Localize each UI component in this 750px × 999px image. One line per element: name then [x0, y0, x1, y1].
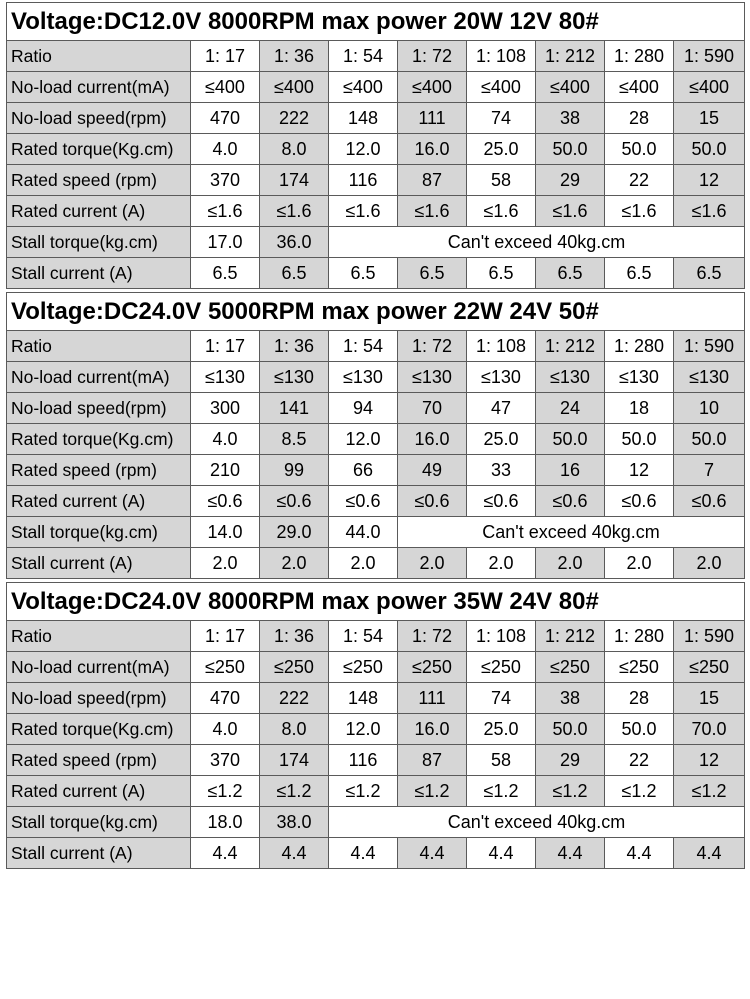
value-cell: 2.0 [260, 548, 329, 579]
value-cell: ≤1.2 [260, 776, 329, 807]
value-cell: 116 [329, 165, 398, 196]
voltage-header: Voltage:DC24.0V 8000RPM max power 35W 24V 80# [7, 583, 745, 621]
value-cell: 2.0 [674, 548, 745, 579]
value-cell: 4.4 [605, 838, 674, 869]
value-cell: 66 [329, 455, 398, 486]
value-cell: 8.0 [260, 714, 329, 745]
stall-torque-note: Can't exceed 40kg.cm [329, 227, 745, 258]
value-cell: 12.0 [329, 134, 398, 165]
value-cell: 1: 108 [467, 621, 536, 652]
spec-table [6, 2, 745, 289]
value-cell: 50.0 [536, 134, 605, 165]
spec-row [7, 362, 745, 393]
value-cell: 28 [605, 683, 674, 714]
value-cell: ≤130 [191, 362, 260, 393]
value-cell: 29 [536, 165, 605, 196]
value-cell: 7 [674, 455, 745, 486]
value-cell: 38 [536, 103, 605, 134]
value-cell: 50.0 [605, 134, 674, 165]
value-cell: 4.0 [191, 134, 260, 165]
value-cell: 6.5 [536, 258, 605, 289]
spec-row [7, 227, 745, 258]
value-cell: 25.0 [467, 134, 536, 165]
row-label: Rated speed (rpm) [7, 745, 191, 776]
value-cell: 1: 108 [467, 331, 536, 362]
value-cell: 1: 72 [398, 41, 467, 72]
value-cell: 16.0 [398, 424, 467, 455]
value-cell: 1: 17 [191, 621, 260, 652]
value-cell: ≤400 [260, 72, 329, 103]
spec-table [6, 292, 745, 579]
value-cell: 25.0 [467, 424, 536, 455]
value-cell: 70 [398, 393, 467, 424]
spec-row [7, 548, 745, 579]
value-cell: 87 [398, 165, 467, 196]
value-cell: 1: 72 [398, 621, 467, 652]
value-cell: 300 [191, 393, 260, 424]
value-cell: 70.0 [674, 714, 745, 745]
value-cell: 1: 36 [260, 41, 329, 72]
row-label: No-load current(mA) [7, 72, 191, 103]
value-cell: 2.0 [398, 548, 467, 579]
value-cell: 1: 36 [260, 621, 329, 652]
value-cell: 174 [260, 165, 329, 196]
value-cell: ≤130 [674, 362, 745, 393]
value-cell: ≤400 [467, 72, 536, 103]
value-cell: ≤250 [191, 652, 260, 683]
value-cell: 4.4 [674, 838, 745, 869]
value-cell: 33 [467, 455, 536, 486]
value-cell: 16.0 [398, 134, 467, 165]
value-cell: 4.0 [191, 424, 260, 455]
value-cell: 16.0 [398, 714, 467, 745]
voltage-header-row [7, 293, 745, 331]
value-cell: 1: 590 [674, 331, 745, 362]
value-cell: ≤400 [605, 72, 674, 103]
row-label: No-load speed(rpm) [7, 683, 191, 714]
value-cell: 1: 280 [605, 621, 674, 652]
value-cell: 29.0 [260, 517, 329, 548]
value-cell: 4.4 [536, 838, 605, 869]
value-cell: 2.0 [467, 548, 536, 579]
value-cell: 6.5 [674, 258, 745, 289]
spec-row [7, 134, 745, 165]
value-cell: 4.4 [260, 838, 329, 869]
value-cell: 6.5 [398, 258, 467, 289]
value-cell: 15 [674, 683, 745, 714]
row-label: Rated current (A) [7, 196, 191, 227]
value-cell: 1: 17 [191, 331, 260, 362]
value-cell: ≤250 [467, 652, 536, 683]
stall-torque-note: Can't exceed 40kg.cm [329, 807, 745, 838]
value-cell: 1: 212 [536, 41, 605, 72]
value-cell: ≤400 [398, 72, 467, 103]
value-cell: 2.0 [605, 548, 674, 579]
row-label: Ratio [7, 621, 191, 652]
value-cell: 44.0 [329, 517, 398, 548]
value-cell: ≤130 [467, 362, 536, 393]
value-cell: 8.5 [260, 424, 329, 455]
value-cell: 370 [191, 165, 260, 196]
value-cell: ≤1.2 [191, 776, 260, 807]
value-cell: 74 [467, 103, 536, 134]
value-cell: 116 [329, 745, 398, 776]
value-cell: ≤250 [605, 652, 674, 683]
value-cell: 28 [605, 103, 674, 134]
value-cell: 6.5 [191, 258, 260, 289]
value-cell: 99 [260, 455, 329, 486]
voltage-header: Voltage:DC24.0V 5000RPM max power 22W 24V 50# [7, 293, 745, 331]
spec-row [7, 258, 745, 289]
value-cell: ≤0.6 [398, 486, 467, 517]
value-cell: 8.0 [260, 134, 329, 165]
value-cell: 87 [398, 745, 467, 776]
row-label: Rated torque(Kg.cm) [7, 714, 191, 745]
spec-row [7, 838, 745, 869]
value-cell: ≤0.6 [329, 486, 398, 517]
spec-table [6, 582, 745, 869]
spec-row [7, 714, 745, 745]
value-cell: 49 [398, 455, 467, 486]
value-cell: 210 [191, 455, 260, 486]
value-cell: ≤250 [536, 652, 605, 683]
spec-row [7, 745, 745, 776]
value-cell: 222 [260, 103, 329, 134]
stall-torque-note: Can't exceed 40kg.cm [398, 517, 745, 548]
value-cell: 50.0 [536, 714, 605, 745]
voltage-header: Voltage:DC12.0V 8000RPM max power 20W 12V 80# [7, 3, 745, 41]
value-cell: ≤1.2 [536, 776, 605, 807]
spec-row [7, 72, 745, 103]
spec-row [7, 621, 745, 652]
value-cell: 74 [467, 683, 536, 714]
value-cell: 1: 54 [329, 41, 398, 72]
row-label: No-load current(mA) [7, 362, 191, 393]
voltage-header-row [7, 3, 745, 41]
row-label: Rated current (A) [7, 776, 191, 807]
value-cell: ≤1.2 [467, 776, 536, 807]
value-cell: ≤1.6 [329, 196, 398, 227]
value-cell: 50.0 [605, 424, 674, 455]
value-cell: 1: 280 [605, 41, 674, 72]
value-cell: ≤400 [191, 72, 260, 103]
value-cell: 12 [674, 165, 745, 196]
value-cell: 148 [329, 103, 398, 134]
value-cell: 1: 212 [536, 331, 605, 362]
value-cell: 111 [398, 103, 467, 134]
spec-row [7, 486, 745, 517]
value-cell: ≤130 [536, 362, 605, 393]
value-cell: 16 [536, 455, 605, 486]
value-cell: ≤1.6 [191, 196, 260, 227]
value-cell: 47 [467, 393, 536, 424]
spec-sheets [6, 2, 744, 869]
value-cell: 29 [536, 745, 605, 776]
spec-row [7, 455, 745, 486]
value-cell: 2.0 [191, 548, 260, 579]
value-cell: 12 [674, 745, 745, 776]
spec-row [7, 517, 745, 548]
value-cell: 1: 590 [674, 621, 745, 652]
spec-row [7, 331, 745, 362]
value-cell: ≤250 [260, 652, 329, 683]
value-cell: 174 [260, 745, 329, 776]
value-cell: 111 [398, 683, 467, 714]
value-cell: ≤1.2 [398, 776, 467, 807]
value-cell: ≤130 [398, 362, 467, 393]
value-cell: 36.0 [260, 227, 329, 258]
value-cell: 4.4 [191, 838, 260, 869]
value-cell: ≤0.6 [605, 486, 674, 517]
value-cell: 2.0 [536, 548, 605, 579]
value-cell: 6.5 [329, 258, 398, 289]
row-label: Stall current (A) [7, 838, 191, 869]
value-cell: 12.0 [329, 714, 398, 745]
value-cell: 470 [191, 683, 260, 714]
value-cell: ≤1.2 [329, 776, 398, 807]
value-cell: 38 [536, 683, 605, 714]
value-cell: ≤0.6 [467, 486, 536, 517]
value-cell: 1: 212 [536, 621, 605, 652]
value-cell: ≤130 [605, 362, 674, 393]
row-label: No-load current(mA) [7, 652, 191, 683]
row-label: Rated speed (rpm) [7, 455, 191, 486]
spec-row [7, 424, 745, 455]
value-cell: 4.4 [329, 838, 398, 869]
value-cell: 1: 36 [260, 331, 329, 362]
value-cell: ≤250 [329, 652, 398, 683]
value-cell: ≤1.2 [674, 776, 745, 807]
row-label: Rated current (A) [7, 486, 191, 517]
value-cell: ≤400 [329, 72, 398, 103]
value-cell: 1: 280 [605, 331, 674, 362]
spec-row [7, 103, 745, 134]
value-cell: 15 [674, 103, 745, 134]
value-cell: 24 [536, 393, 605, 424]
value-cell: ≤1.6 [398, 196, 467, 227]
value-cell: ≤1.2 [605, 776, 674, 807]
value-cell: 22 [605, 165, 674, 196]
value-cell: ≤0.6 [536, 486, 605, 517]
value-cell: 1: 17 [191, 41, 260, 72]
spec-row [7, 393, 745, 424]
value-cell: 148 [329, 683, 398, 714]
value-cell: 38.0 [260, 807, 329, 838]
value-cell: 14.0 [191, 517, 260, 548]
row-label: No-load speed(rpm) [7, 393, 191, 424]
value-cell: 1: 54 [329, 621, 398, 652]
value-cell: 6.5 [467, 258, 536, 289]
value-cell: 4.4 [398, 838, 467, 869]
row-label: Stall torque(kg.cm) [7, 227, 191, 258]
value-cell: 94 [329, 393, 398, 424]
value-cell: 22 [605, 745, 674, 776]
value-cell: 58 [467, 745, 536, 776]
value-cell: 17.0 [191, 227, 260, 258]
value-cell: 18 [605, 393, 674, 424]
spec-row [7, 652, 745, 683]
value-cell: ≤130 [260, 362, 329, 393]
row-label: Rated speed (rpm) [7, 165, 191, 196]
value-cell: ≤0.6 [674, 486, 745, 517]
value-cell: 141 [260, 393, 329, 424]
value-cell: ≤1.6 [536, 196, 605, 227]
value-cell: ≤400 [536, 72, 605, 103]
value-cell: 18.0 [191, 807, 260, 838]
value-cell: ≤1.6 [674, 196, 745, 227]
value-cell: ≤0.6 [191, 486, 260, 517]
value-cell: ≤1.6 [605, 196, 674, 227]
value-cell: 6.5 [605, 258, 674, 289]
value-cell: 10 [674, 393, 745, 424]
value-cell: ≤1.6 [467, 196, 536, 227]
value-cell: 50.0 [674, 424, 745, 455]
value-cell: 50.0 [536, 424, 605, 455]
value-cell: 470 [191, 103, 260, 134]
row-label: Rated torque(Kg.cm) [7, 134, 191, 165]
value-cell: 222 [260, 683, 329, 714]
value-cell: 1: 54 [329, 331, 398, 362]
value-cell: 1: 108 [467, 41, 536, 72]
row-label: Stall current (A) [7, 548, 191, 579]
value-cell: 1: 72 [398, 331, 467, 362]
row-label: Rated torque(Kg.cm) [7, 424, 191, 455]
spec-row [7, 41, 745, 72]
row-label: Stall torque(kg.cm) [7, 807, 191, 838]
value-cell: 4.0 [191, 714, 260, 745]
value-cell: ≤400 [674, 72, 745, 103]
value-cell: 4.4 [467, 838, 536, 869]
row-label: Stall current (A) [7, 258, 191, 289]
spec-row [7, 807, 745, 838]
spec-row [7, 196, 745, 227]
spec-row [7, 165, 745, 196]
spec-row [7, 776, 745, 807]
value-cell: ≤130 [329, 362, 398, 393]
value-cell: 58 [467, 165, 536, 196]
value-cell: 370 [191, 745, 260, 776]
value-cell: 2.0 [329, 548, 398, 579]
row-label: Ratio [7, 41, 191, 72]
value-cell: ≤250 [398, 652, 467, 683]
value-cell: 50.0 [674, 134, 745, 165]
value-cell: 25.0 [467, 714, 536, 745]
value-cell: ≤1.6 [260, 196, 329, 227]
row-label: No-load speed(rpm) [7, 103, 191, 134]
value-cell: ≤0.6 [260, 486, 329, 517]
value-cell: 1: 590 [674, 41, 745, 72]
value-cell: 6.5 [260, 258, 329, 289]
value-cell: ≤250 [674, 652, 745, 683]
value-cell: 12.0 [329, 424, 398, 455]
voltage-header-row [7, 583, 745, 621]
spec-row [7, 683, 745, 714]
row-label: Ratio [7, 331, 191, 362]
value-cell: 12 [605, 455, 674, 486]
value-cell: 50.0 [605, 714, 674, 745]
row-label: Stall torque(kg.cm) [7, 517, 191, 548]
